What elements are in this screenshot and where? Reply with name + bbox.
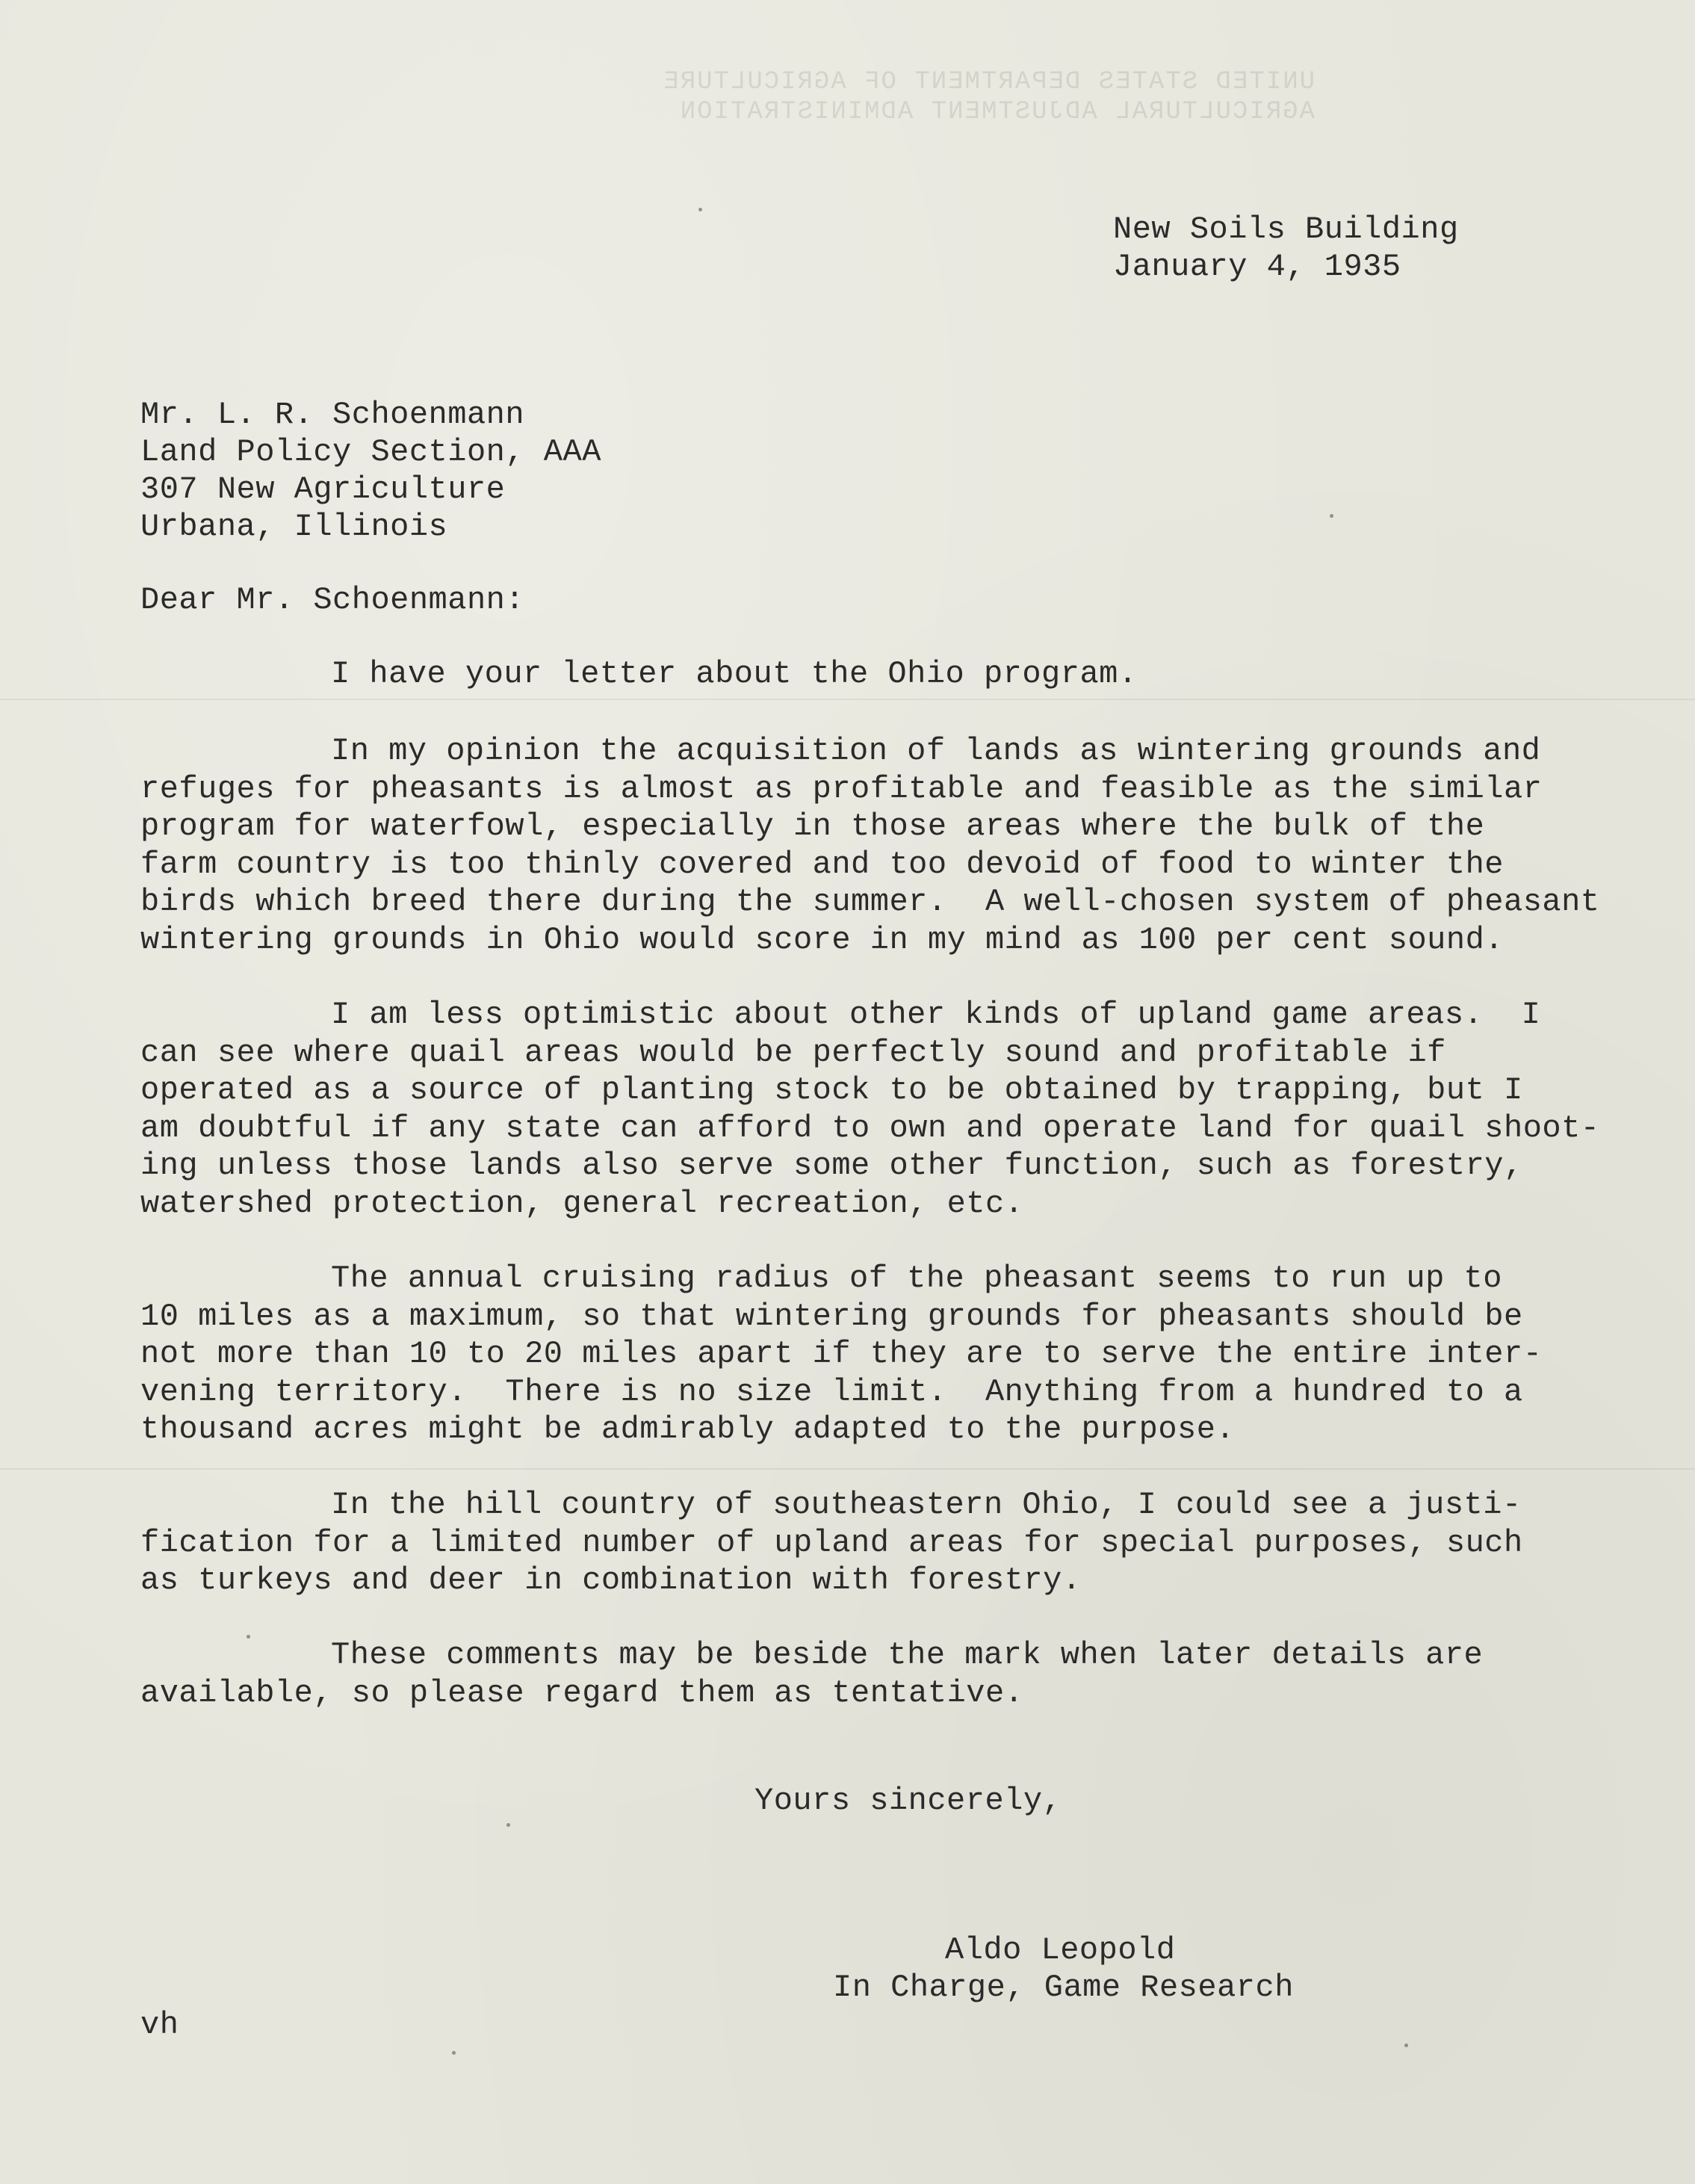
body-paragraph-1 <box>140 655 1138 693</box>
recipient-street: 307 New Agriculture <box>140 471 506 507</box>
salutation: Dear Mr. Schoenmann: <box>140 582 525 618</box>
paragraph-line: In my opinion the acquisition of lands as wintering grounds and <box>331 733 1541 769</box>
body-paragraph-2 <box>140 732 1600 959</box>
paragraph-line: program for waterfowl, especially in those areas where the bulk of the <box>140 808 1485 844</box>
letter-date: January 4, 1935 <box>1113 249 1401 285</box>
paragraph-line: thousand acres might be admirably adapted to the purpose. <box>140 1411 1236 1447</box>
paragraph-line: farm country is too thinly covered and too devoid of food to winter the <box>140 846 1504 882</box>
paragraph-line: These comments may be beside the mark when later details are <box>331 1637 1484 1673</box>
bleed-through-letterhead: UNITED STATES DEPARTMENT OF AGRICULTURE AGRICULTURAL ADJUSTMENT ADMINISTRATION <box>662 68 1315 126</box>
signature-name: Aldo Leopold <box>945 1932 1176 1968</box>
body-paragraph-3 <box>140 996 1600 1222</box>
paper-speck <box>247 1635 250 1639</box>
paragraph-line: 10 miles as a maximum, so that wintering grounds for pheasants should be <box>140 1298 1523 1334</box>
paragraph-line: In the hill country of southeastern Ohio, I could see a justi- <box>331 1487 1522 1523</box>
paragraph-line: The annual cruising radius of the pheasant seems to run up to <box>331 1260 1502 1296</box>
body-paragraph-4 <box>140 1260 1542 1449</box>
paragraph-line: refuges for pheasants is almost as profitable and feasible as the similar <box>140 770 1543 807</box>
paragraph-line: fication for a limited number of upland areas for special purposes, such <box>140 1524 1523 1561</box>
body-paragraph-5 <box>140 1486 1523 1600</box>
heading-address: New Soils Building <box>1113 211 1459 247</box>
paper-speck <box>1330 514 1333 518</box>
recipient-name: Mr. L. R. Schoenmann <box>140 397 525 433</box>
paper-speck <box>506 1823 510 1827</box>
paper-speck <box>1404 2044 1408 2047</box>
paper-speck <box>452 2051 456 2055</box>
paragraph-line: can see where quail areas would be perfectly sound and profitable if <box>140 1034 1446 1071</box>
paragraph-line: watershed protection, general recreation, etc. <box>140 1185 1024 1222</box>
recipient-organization: Land Policy Section, AAA <box>140 434 601 470</box>
body-paragraph-6 <box>140 1636 1483 1712</box>
paragraph-line: operated as a source of planting stock to be obtained by trapping, but I <box>140 1072 1523 1108</box>
paragraph-line: not more than 10 to 20 miles apart if they are to serve the entire inter- <box>140 1336 1543 1372</box>
paragraph-line: vening territory. There is no size limit. Anything from a hundred to a <box>140 1373 1523 1410</box>
recipient-city: Urbana, Illinois <box>140 509 448 545</box>
paragraph-line: am doubtful if any state can afford to own and operate land for quail shoot- <box>140 1110 1600 1146</box>
closing: Yours sincerely, <box>754 1783 1062 1819</box>
paragraph-line: ing unless those lands also serve some other function, such as forestry, <box>140 1148 1523 1184</box>
paragraph-line: birds which breed there during the summer. A well-chosen system of pheasant <box>140 884 1600 920</box>
paragraph-line: wintering grounds in Ohio would score in my mind as 100 per cent sound. <box>140 921 1504 958</box>
paper-fold-line <box>0 699 1695 700</box>
signature-title: In Charge, Game Research <box>833 1970 1294 2005</box>
typist-initials: vh <box>140 2007 179 2043</box>
paragraph-line: as turkeys and deer in combination with forestry. <box>140 1562 1082 1598</box>
paragraph-line: I have your letter about the Ohio program. <box>331 656 1138 692</box>
paper-fold-line <box>0 1468 1695 1470</box>
paper-speck <box>698 208 702 211</box>
paragraph-line: available, so please regard them as tentative. <box>140 1674 1024 1711</box>
paragraph-line: I am less optimistic about other kinds of upland game areas. I <box>331 997 1541 1033</box>
